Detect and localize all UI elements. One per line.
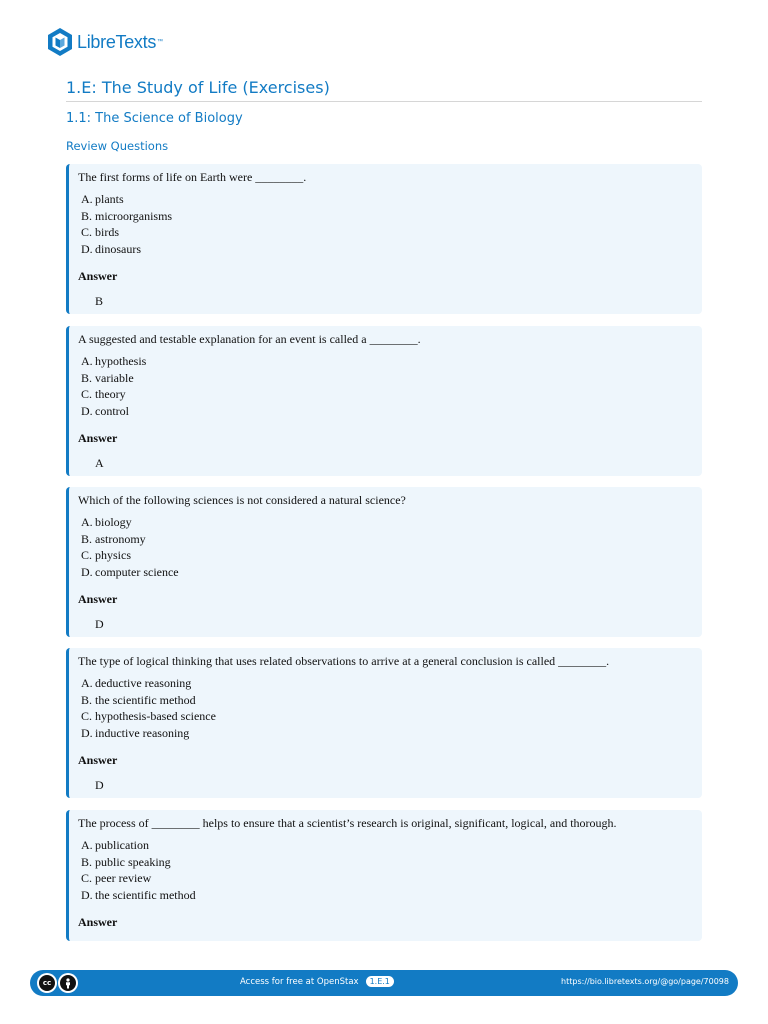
options-list bbox=[81, 675, 702, 741]
footer-access bbox=[240, 976, 394, 987]
answer-value: B bbox=[95, 294, 104, 308]
option-letter: C. bbox=[81, 387, 93, 401]
option-letter: D. bbox=[81, 241, 93, 256]
access-text[interactable]: Access for free at OpenStax bbox=[240, 976, 359, 987]
page-footer bbox=[30, 970, 738, 996]
option-item bbox=[81, 887, 702, 904]
option-item bbox=[81, 547, 702, 564]
question-text: The first forms of life on Earth were ________. bbox=[78, 170, 307, 184]
page-number-badge: 1.E.1 bbox=[366, 976, 394, 987]
option-text: public speaking bbox=[95, 854, 171, 869]
answer-value: D bbox=[95, 617, 104, 631]
option-text: plants bbox=[95, 192, 124, 206]
option-item bbox=[81, 531, 702, 548]
answer-label: Answer bbox=[78, 269, 118, 283]
option-item bbox=[81, 837, 702, 854]
option-item bbox=[81, 241, 702, 258]
option-letter: C. bbox=[81, 709, 93, 723]
title-divider bbox=[66, 101, 702, 102]
option-text: deductive reasoning bbox=[95, 676, 192, 690]
options-list bbox=[81, 191, 702, 257]
libretexts-logo-icon bbox=[46, 27, 74, 57]
option-letter: D. bbox=[81, 403, 93, 418]
option-letter: B. bbox=[81, 370, 93, 385]
option-text: microorganisms bbox=[95, 208, 173, 223]
option-text: hypothesis bbox=[95, 354, 147, 368]
question-text: The type of logical thinking that uses related observations to arrive at a general conclusion is called ________. bbox=[78, 654, 610, 668]
option-text: biology bbox=[95, 515, 132, 529]
option-item bbox=[81, 514, 702, 531]
question-text: The process of ________ helps to ensure that a scientist’s research is original, significant, logical, and thorough. bbox=[78, 816, 617, 830]
options-list bbox=[81, 353, 702, 419]
libretexts-logo-text: LibreTexts bbox=[77, 31, 157, 52]
option-item bbox=[81, 708, 702, 725]
answer-value: A bbox=[95, 456, 104, 470]
option-item bbox=[81, 692, 702, 709]
option-text: hypothesis-based science bbox=[95, 709, 216, 723]
option-letter: D. bbox=[81, 725, 93, 740]
section-title: 1.1: The Science of Biology bbox=[66, 111, 243, 126]
option-item bbox=[81, 564, 702, 581]
option-item bbox=[81, 208, 702, 225]
answer-label: Answer bbox=[78, 753, 118, 767]
option-letter: C. bbox=[81, 225, 93, 239]
answer-label: Answer bbox=[78, 915, 118, 929]
option-item bbox=[81, 675, 702, 692]
option-text: physics bbox=[95, 548, 131, 562]
question-box bbox=[66, 648, 702, 798]
option-text: peer review bbox=[95, 871, 152, 885]
answer-label: Answer bbox=[78, 431, 118, 445]
option-item bbox=[81, 191, 702, 208]
option-letter: B. bbox=[81, 692, 93, 707]
license-badges[interactable] bbox=[37, 973, 78, 993]
option-letter: B. bbox=[81, 531, 93, 546]
option-item bbox=[81, 725, 702, 742]
option-text: astronomy bbox=[95, 531, 146, 546]
page-title: 1.E: The Study of Life (Exercises) bbox=[66, 78, 330, 97]
answer-value: D bbox=[95, 778, 104, 792]
option-item bbox=[81, 403, 702, 420]
option-letter: B. bbox=[81, 854, 93, 869]
trademark-mark: ™ bbox=[157, 39, 164, 45]
attribution-icon bbox=[58, 973, 78, 993]
option-letter: A. bbox=[81, 354, 93, 368]
option-letter: A. bbox=[81, 515, 93, 529]
option-item bbox=[81, 870, 702, 887]
option-letter: C. bbox=[81, 871, 93, 885]
option-letter: D. bbox=[81, 564, 93, 579]
option-text: the scientific method bbox=[95, 692, 196, 707]
option-text: birds bbox=[95, 225, 119, 239]
option-letter: A. bbox=[81, 192, 93, 206]
option-item bbox=[81, 353, 702, 370]
option-text: inductive reasoning bbox=[95, 725, 190, 740]
question-box bbox=[66, 487, 702, 637]
option-letter: A. bbox=[81, 676, 93, 690]
question-box bbox=[66, 164, 702, 314]
page-url-link[interactable]: https://bio.libretexts.org/@go/page/70098 bbox=[561, 977, 729, 986]
question-text: A suggested and testable explanation for an event is called a ________. bbox=[78, 332, 421, 346]
options-list bbox=[81, 837, 702, 903]
option-item bbox=[81, 224, 702, 241]
option-letter: A. bbox=[81, 838, 93, 852]
subsection-title: Review Questions bbox=[66, 139, 169, 153]
question-box bbox=[66, 326, 702, 476]
answer-label: Answer bbox=[78, 592, 118, 606]
option-item bbox=[81, 370, 702, 387]
libretexts-logo[interactable] bbox=[46, 27, 163, 57]
option-text: publication bbox=[95, 838, 149, 852]
option-item bbox=[81, 386, 702, 403]
option-text: dinosaurs bbox=[95, 241, 141, 256]
options-list bbox=[81, 514, 702, 580]
option-text: variable bbox=[95, 370, 134, 385]
option-letter: C. bbox=[81, 548, 93, 562]
option-item bbox=[81, 854, 702, 871]
question-text: Which of the following sciences is not considered a natural science? bbox=[78, 493, 406, 507]
option-text: computer science bbox=[95, 564, 179, 579]
option-text: theory bbox=[95, 387, 126, 401]
option-text: the scientific method bbox=[95, 887, 196, 902]
option-letter: B. bbox=[81, 208, 93, 223]
option-letter: D. bbox=[81, 887, 93, 902]
option-text: control bbox=[95, 403, 129, 418]
question-box bbox=[66, 810, 702, 941]
cc-license-icon: cc bbox=[37, 973, 57, 993]
